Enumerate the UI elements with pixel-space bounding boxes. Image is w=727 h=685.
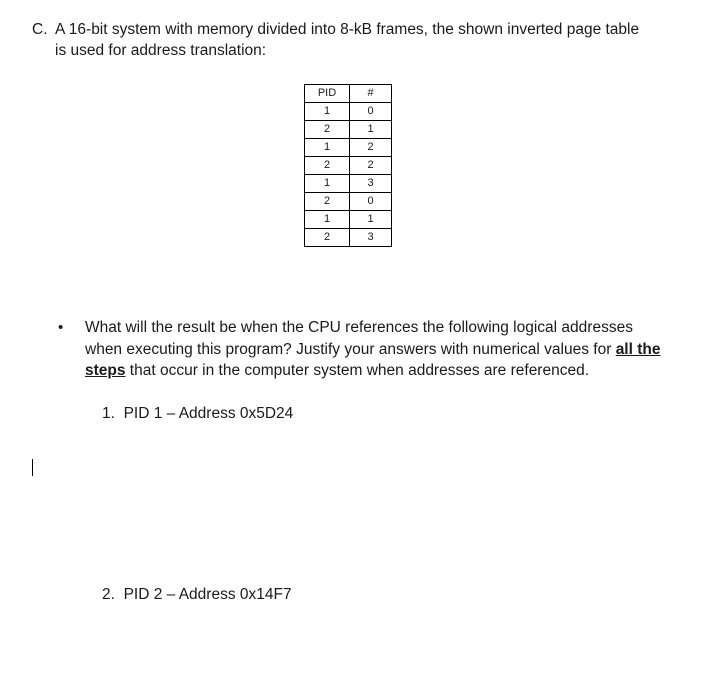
table-cell-frame: 2: [350, 139, 392, 157]
table-cell-pid: 2: [305, 193, 350, 211]
bullet-icon: •: [58, 319, 64, 336]
bullet-text-after: that occur in the computer system when addresses are referenced.: [125, 362, 590, 379]
bullet-question: [58, 317, 668, 382]
bullet-text-before: What will the result be when the CPU references the following logical addresses when executing this program? Justify your answers with numerical values for: [85, 319, 633, 358]
table-header-row: [305, 85, 392, 103]
sub-question-2: [102, 584, 292, 605]
question-text: A 16-bit system with memory divided into 8-kB frames, the shown inverted page table is used for address translation:: [55, 21, 640, 59]
table-cell-frame: 1: [350, 211, 392, 229]
table-cell-frame: 1: [350, 121, 392, 139]
table-row: [305, 211, 392, 229]
bullet-text: [85, 317, 668, 382]
sub-question-text: PID 2 – Address 0x14F7: [123, 586, 292, 603]
table-cell-pid: 1: [305, 211, 350, 229]
question-letter: C.: [32, 21, 48, 38]
table-cell-frame: 3: [350, 175, 392, 193]
sub-question-1: [102, 403, 293, 424]
table-cell-pid: 2: [305, 121, 350, 139]
table-row: [305, 121, 392, 139]
table-row: [305, 103, 392, 121]
table-row: [305, 229, 392, 247]
table-cell-pid: 1: [305, 139, 350, 157]
question-header: [32, 19, 692, 61]
table-cell-pid: 1: [305, 175, 350, 193]
text-cursor: [32, 459, 33, 476]
sub-question-number: 1.: [102, 405, 115, 422]
sub-question-text: PID 1 – Address 0x5D24: [123, 405, 294, 422]
sub-question-number: 2.: [102, 586, 115, 603]
bullet-emphasis: all the steps: [85, 340, 661, 379]
table-row: [305, 193, 392, 211]
table-row: [305, 175, 392, 193]
table-cell-frame: 0: [350, 193, 392, 211]
table-cell-pid: 2: [305, 157, 350, 175]
table-header-frame: #: [350, 85, 392, 103]
table-header-pid: PID: [305, 85, 350, 103]
table-cell-frame: 2: [350, 157, 392, 175]
table-row: [305, 139, 392, 157]
table-cell-pid: 2: [305, 229, 350, 247]
table-cell-frame: 0: [350, 103, 392, 121]
table-cell-pid: 1: [305, 103, 350, 121]
inverted-page-table: [304, 84, 392, 247]
table-cell-frame: 3: [350, 229, 392, 247]
table-row: [305, 157, 392, 175]
